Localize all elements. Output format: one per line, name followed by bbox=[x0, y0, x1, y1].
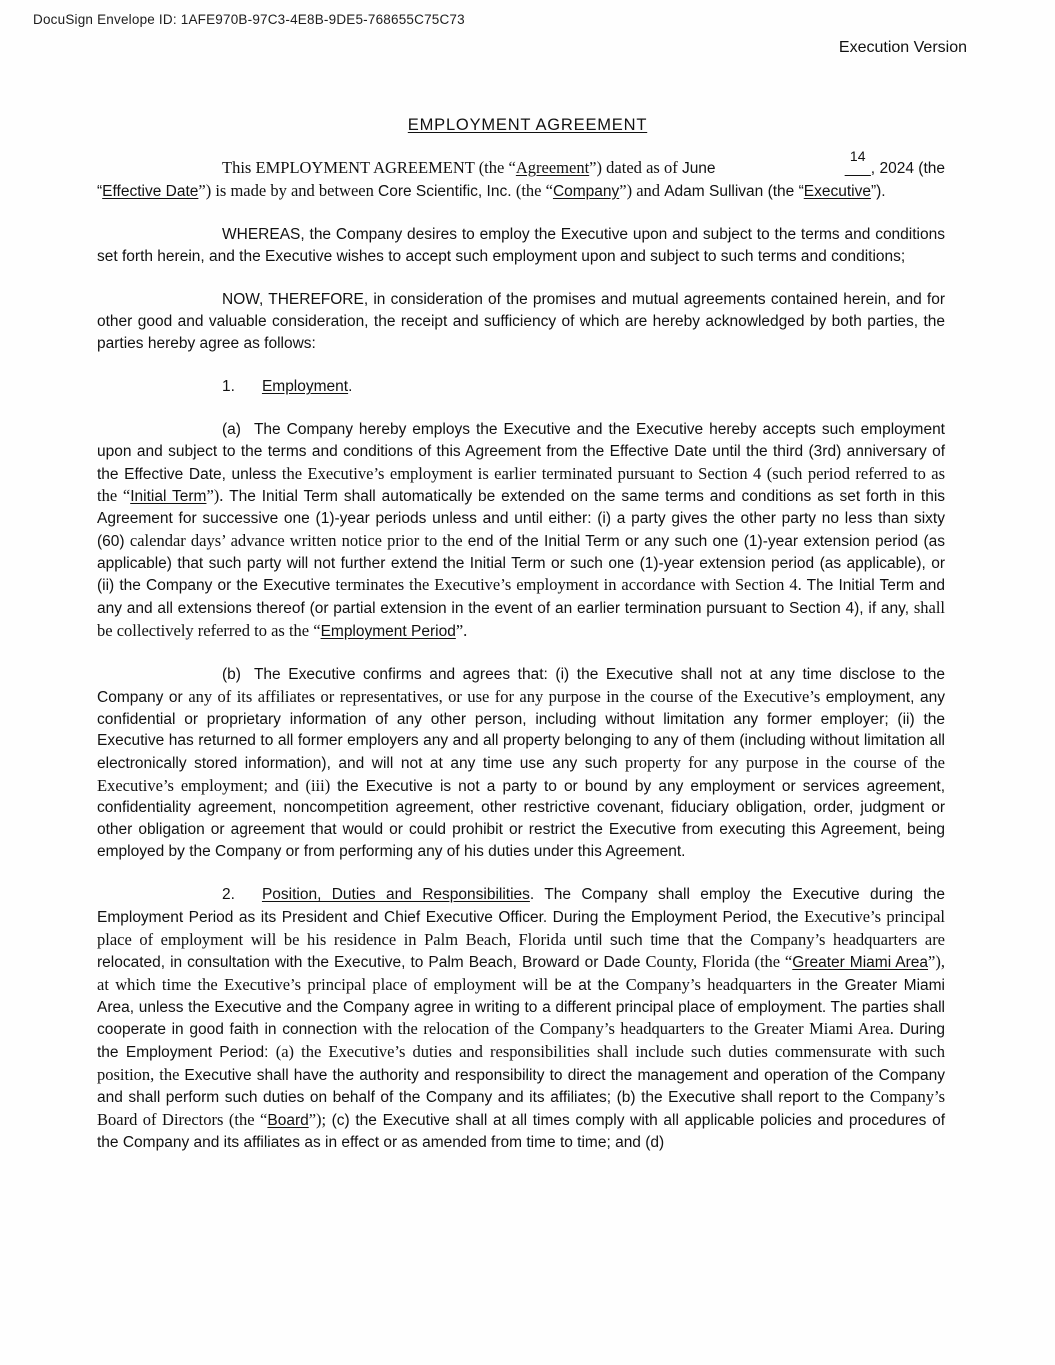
text-run: Company’s Board of Directors (the “ bbox=[97, 1087, 945, 1130]
text-run: Effective Date bbox=[102, 182, 199, 200]
text-run: The Initial Term shall automatically be extended on the same terms and conditions as set forth in this Agreement for successive one (1)-year periods unless and until either: (i) a party gives the other party no less than sixty (60) bbox=[97, 488, 946, 550]
whereas-paragraph bbox=[97, 224, 945, 267]
text-run: the Executive is not a party to or bound by any employment or services agreement, confidentiality agreement, noncompetition agreement, other restrictive covenant, fiduciary obligation, order, judgment or other obligation or agreement that would or could prohibit or restrict the Executive from executing this Agreement, being employed by the Company or from performing any of his duties under this Agreement. bbox=[97, 777, 945, 860]
text-run: Employment Period bbox=[320, 622, 456, 640]
now-therefore-paragraph bbox=[97, 289, 945, 354]
text-run: June bbox=[681, 160, 720, 177]
date-fill-value: 14 bbox=[849, 148, 866, 164]
document-title: EMPLOYMENT AGREEMENT bbox=[407, 116, 648, 134]
text-run: property for any purpose in the course of the Executive’s employment; and (iii) bbox=[97, 752, 945, 795]
document-body bbox=[97, 148, 946, 1175]
text-run: Employment bbox=[261, 377, 349, 395]
text-run: , 2024 (the “ bbox=[97, 160, 946, 200]
text-run: The Initial Term and any and all extensions thereof (or partial extension in the event of an earlier termination pursuant to Section 4), if any, bbox=[97, 577, 945, 617]
text-run: relocated, in consultation with the Executive, to Palm Beach, Broward or Dade bbox=[97, 954, 646, 972]
text-run: calendar days’ advance written notice prior to the bbox=[129, 530, 468, 550]
text-run: Executive shall have the authority and responsibility to direct the management and operation of the Company and shall perform such duties on behalf of the Company and its affiliates; (b) the Executive shall report to the bbox=[97, 1066, 945, 1107]
text-run: Company’s headquarters bbox=[625, 974, 798, 994]
text-run: ”) and bbox=[619, 180, 665, 200]
intro-paragraph bbox=[97, 148, 946, 202]
text-run: Initial Term bbox=[130, 488, 207, 506]
text-run: The Company hereby employs the Executive and the Executive hereby accepts such employment upon and subject to the terms and conditions of this Agreement from the Effective Date until the third (3rd) anniversary of the Effective Date, unless bbox=[97, 421, 945, 483]
text-run: ”) is made by and between bbox=[198, 180, 378, 200]
text-run: Core Scientific, Inc. bbox=[378, 182, 516, 200]
text-run: ”) dated as of bbox=[589, 158, 682, 177]
text-run: in the Greater Miami Area, unless the Executive and the Company agree in writing to a different principal place of employment. The parties shall cooperate in good faith in connection bbox=[97, 976, 945, 1039]
text-run: Executive’s principal place of employment will be his residence in Palm Beach, Florida bbox=[97, 906, 945, 949]
text-run: . The Company shall employ the Executive during the Employment Period as its President and Chief Executive Officer. During the Employment Period, the bbox=[97, 886, 945, 926]
section-1b-paragraph bbox=[97, 664, 945, 862]
text-run: County, Florida (the “ bbox=[645, 952, 793, 972]
text-run: Greater Miami Area bbox=[792, 954, 929, 972]
text-run: The Executive confirms and agrees that: (i) the Executive shall not at any time disclose to the Company or bbox=[97, 666, 945, 706]
text-run: ”); bbox=[308, 1110, 332, 1130]
text-run: the Executive’s employment is earlier terminated pursuant to Section 4 (such period referred to as the “ bbox=[97, 463, 945, 506]
text-run: Adam Sullivan (the “ bbox=[664, 182, 804, 200]
text-run: Executive bbox=[803, 182, 871, 200]
text-run: with the relocation of the Company’s headquarters to the Greater Miami Area. bbox=[362, 1019, 900, 1039]
text-run: Board bbox=[267, 1112, 309, 1130]
text-run: Agreement bbox=[515, 158, 590, 177]
text-run: shall be collectively referred to as the “ bbox=[97, 598, 945, 640]
text-run: ”). bbox=[870, 182, 886, 200]
text-run: . bbox=[348, 377, 353, 395]
text-run: ”). bbox=[206, 486, 230, 506]
text-run: (c) the Executive shall at all times comply with all applicable policies and procedures of the Company and its affiliates as in effect or as amended from time to time; and (d) bbox=[97, 1112, 946, 1151]
section-1-heading bbox=[97, 376, 945, 398]
text-run: 1. bbox=[222, 377, 235, 395]
text-run: (b) bbox=[222, 666, 241, 684]
date-fill-in bbox=[720, 148, 871, 180]
text-run: (the “ bbox=[515, 180, 553, 200]
text-run: During the Employment Period: bbox=[97, 1021, 945, 1062]
text-run: end of the Initial Term or any such one (1)-year extension period (as applicable) that such party will not further extend the Initial Term or such one (1)-year extension period (as applicable), or (ii) the Company or the Executive bbox=[97, 532, 945, 595]
execution-version-label: Execution Version bbox=[838, 39, 967, 56]
text-run: This EMPLOYMENT AGREEMENT (the “ bbox=[222, 158, 516, 177]
text-run: WHEREAS, the Company desires to employ the Executive upon and subject to the terms and conditions set forth herein, and the Executive wishes to accept such employment upon and subject to such terms and conditions; bbox=[97, 226, 945, 265]
docusign-envelope-id: DocuSign Envelope ID: 1AFE970B-97C3-4E8B-9DE5-768655C75C73 bbox=[33, 12, 465, 27]
text-run: NOW, THEREFORE, in consideration of the promises and mutual agreements contained herein, and for other good and valuable consideration, the receipt and sufficiency of which are hereby acknowledged by both parties, the parties hereby agree as follows: bbox=[97, 291, 945, 352]
text-run: 2. bbox=[222, 886, 235, 904]
section-2-paragraph bbox=[97, 884, 945, 1153]
text-run: until such time that the bbox=[573, 931, 751, 949]
text-run: Company’s headquarters are bbox=[750, 929, 946, 949]
section-1a-paragraph bbox=[97, 419, 945, 642]
text-run: ”. bbox=[455, 620, 468, 640]
text-run: Company bbox=[552, 182, 620, 200]
text-run: be at the bbox=[554, 976, 626, 994]
text-run: any of its affiliates or representatives, or use for any purpose in the course of the Executive’s bbox=[188, 686, 826, 706]
text-run: Position, Duties and Responsibilities bbox=[261, 886, 530, 904]
text-run: employment, any confidential or proprietary information of any other person, including without limitation any former employer; (ii) the Executive has returned to all former employers any and all property belonging to any of them (including without limitation all electronically stored information), and will not at any time use any such bbox=[97, 688, 946, 772]
date-blank-line: ___ bbox=[844, 160, 871, 177]
text-run: ”), at which time the Executive’s principal place of employment will bbox=[97, 952, 945, 994]
text-run: (a) the Executive’s duties and responsibilities shall include such duties commensurate with such position, the bbox=[97, 1042, 945, 1084]
text-run: terminates the Executive’s employment in accordance with Section 4. bbox=[335, 575, 807, 595]
text-run: (a) bbox=[222, 421, 241, 439]
